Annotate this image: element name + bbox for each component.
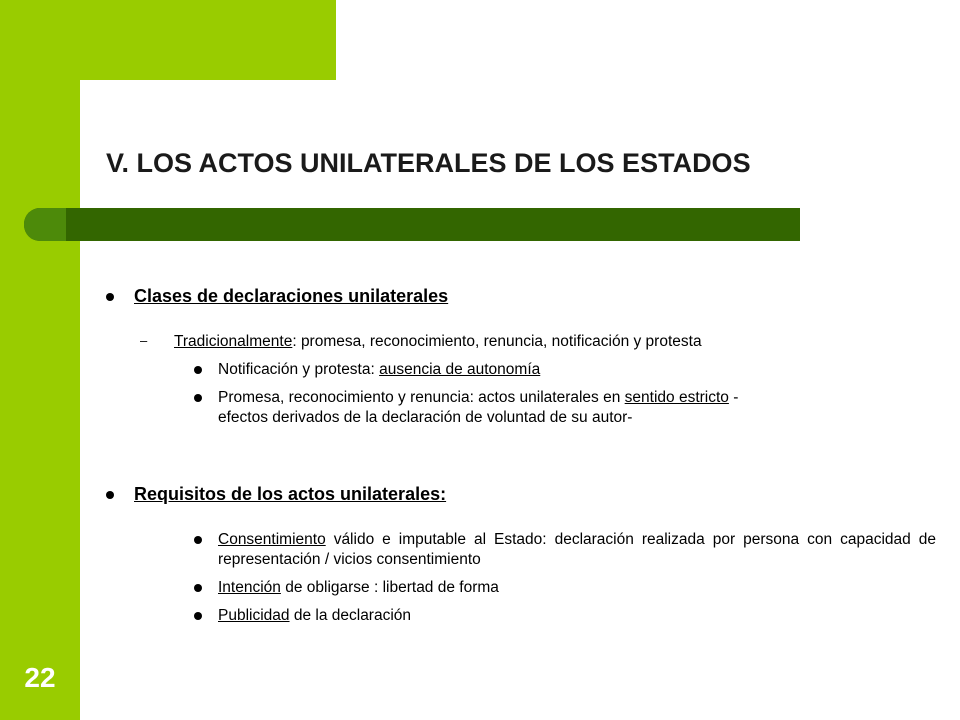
bullet-text: válido e imputable al Estado: declaración realizada por persona con capacidad de representación / vicios consentimiento (218, 531, 936, 568)
bullet-text: Notificación y protesta: (218, 361, 380, 378)
bullet-underlined: Intención (218, 579, 281, 596)
section1-bullet-2 (194, 388, 940, 428)
bullet-dot (194, 612, 202, 620)
section2-bullet-2 (194, 578, 499, 598)
bullet-text: Promesa, reconocimiento y renuncia: actos unilaterales en (218, 389, 625, 406)
bullet-underlined: Consentimiento (218, 531, 326, 548)
section2-heading-row (106, 484, 446, 505)
section1-heading-row (106, 286, 448, 307)
dash-marker: – (140, 333, 148, 348)
bullet-underlined: Publicidad (218, 607, 290, 624)
section1-heading: Clases de declaraciones unilaterales (134, 286, 449, 306)
sub-text: : promesa, reconocimiento, renuncia, notificación y protesta (292, 333, 702, 350)
bullet-text: de obligarse : libertad de forma (280, 579, 499, 596)
top-accent-band (0, 0, 336, 80)
sub-term: Tradicionalmente (174, 333, 293, 350)
bullet-dot (194, 584, 202, 592)
bullet-underlined: sentido estricto (624, 389, 729, 406)
bullet-underlined: ausencia de autonomía (379, 361, 541, 378)
slide-title: V. LOS ACTOS UNILATERALES DE LOS ESTADOS (106, 148, 751, 178)
bullet-text-end: - (728, 389, 739, 406)
section2-bullet-3 (194, 606, 411, 626)
slide-number: 22 (24, 662, 56, 693)
bullet-dot (194, 394, 202, 402)
section1-sub-row (140, 332, 702, 352)
section2-heading: Requisitos de los actos unilaterales: (134, 484, 447, 504)
bullet-dot (106, 491, 114, 499)
bullet-dot (194, 536, 202, 544)
left-accent-band (0, 0, 80, 720)
bullet-dot (106, 293, 114, 301)
bullet-dot (194, 366, 202, 374)
bullet-text: de la declaración (289, 607, 412, 624)
title-bar-cap (24, 208, 66, 241)
section1-bullet-1 (194, 360, 940, 380)
title-underline-bar (24, 208, 800, 241)
section2-bullet-1 (194, 530, 936, 570)
bullet-text-line2: efectos derivados de la declaración de voluntad de su autor- (218, 409, 633, 426)
